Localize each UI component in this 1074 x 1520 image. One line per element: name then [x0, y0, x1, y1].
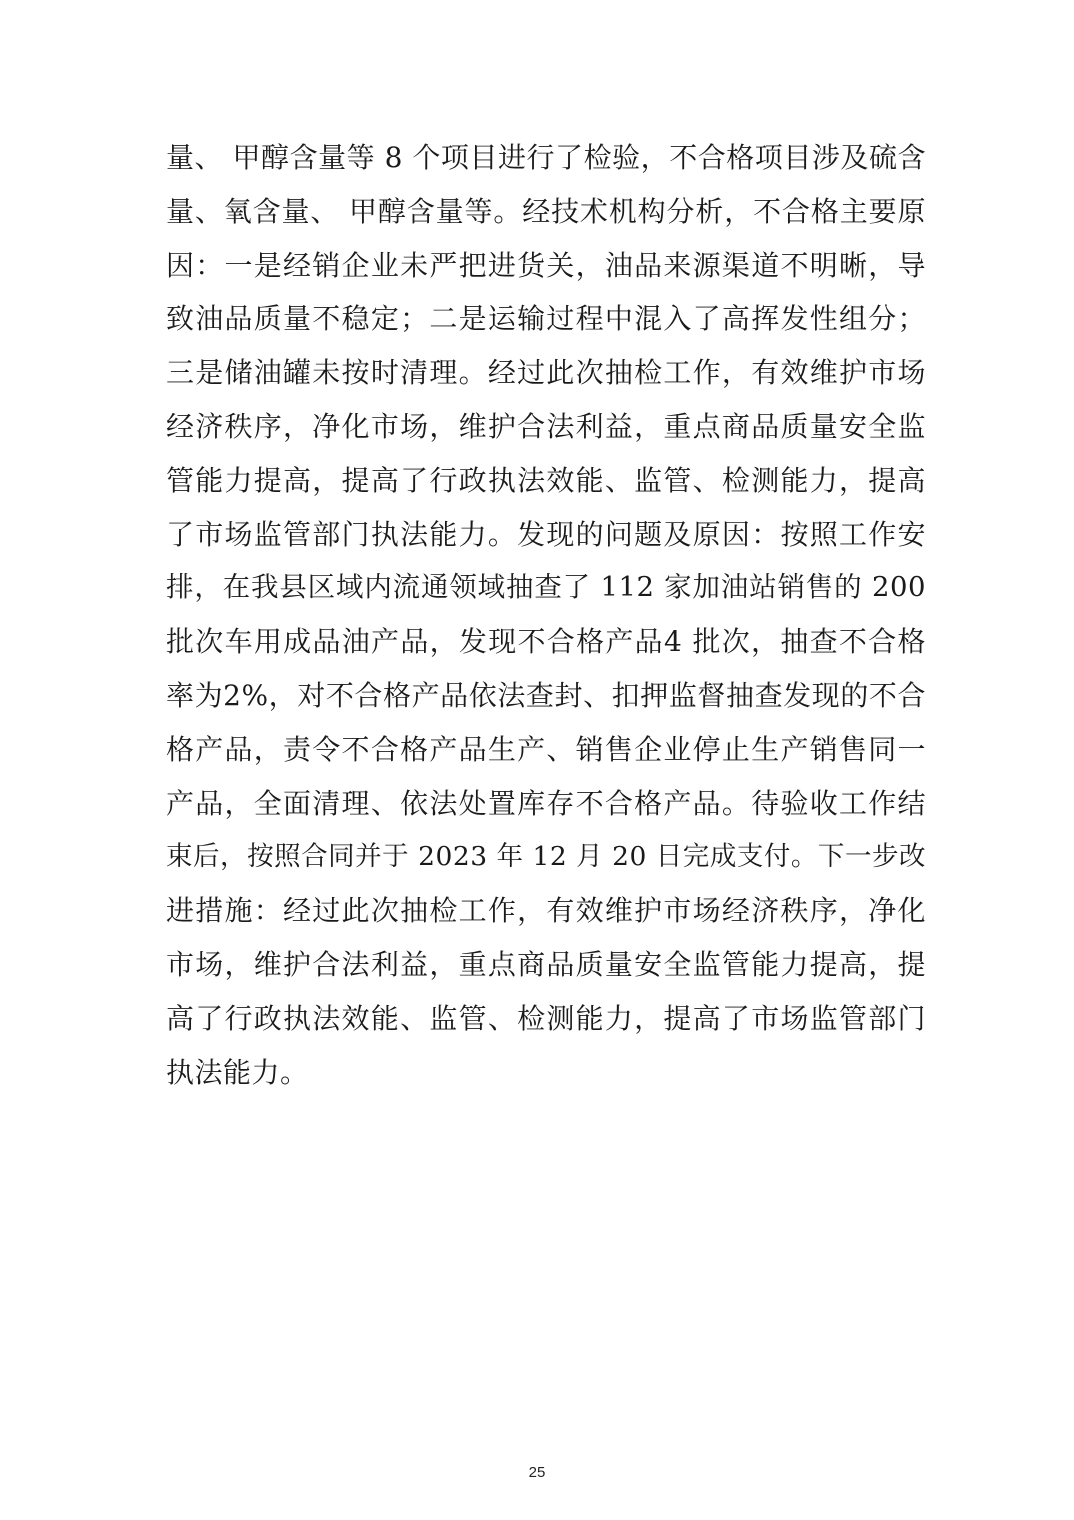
text-line: 致油品质量不稳定；二是运输过程中混入了高挥发性组分；: [166, 302, 926, 336]
text-line-last: 执法能力。: [166, 1055, 309, 1089]
text-line: 管能力提高，提高了行政执法效能、监管、检测能力，提高: [166, 463, 926, 497]
text-line: 产品，全面清理、依法处置库存不合格产品。待验收工作结: [166, 786, 926, 820]
text-line: 因：一是经销企业未严把进货关，油品来源渠道不明晰，导: [166, 248, 926, 282]
text-line: 批次车用成品油产品，发现不合格产品4 批次，抽查不合格: [166, 625, 926, 659]
body-paragraph: [166, 131, 926, 1099]
text-line: 高了行政执法效能、监管、检测能力，提高了市场监管部门: [166, 1001, 926, 1035]
text-line: 进措施：经过此次抽检工作，有效维护市场经济秩序，净化: [166, 894, 926, 928]
text-line: 了市场监管部门执法能力。发现的问题及原因：按照工作安: [166, 517, 926, 551]
text-line: 量、 甲醇含量等 8 个项目进行了检验，不合格项目涉及硫含: [166, 141, 926, 174]
page-number: 25: [528, 1464, 546, 1481]
text-line: 经济秩序，净化市场，维护合法利益，重点商品质量安全监: [166, 409, 926, 443]
text-line: 格产品，责令不合格产品生产、销售企业停止生产销售同一: [166, 732, 926, 766]
text-line: 量、氧含量、 甲醇含量等。经技术机构分析，不合格主要原: [166, 194, 926, 228]
text-line: 束后，按照合同并于 2023 年 12 月 20 日完成支付。下一步改: [166, 841, 926, 873]
text-line: 市场，维护合法利益，重点商品质量安全监管能力提高，提: [166, 947, 926, 981]
text-line: 排，在我县区域内流通领域抽查了 112 家加油站销售的 200: [166, 571, 926, 604]
text-line: 三是储油罐未按时清理。经过此次抽检工作，有效维护市场: [166, 356, 926, 390]
text-line: 率为2%，对不合格产品依法查封、扣押监督抽查发现的不合: [166, 678, 926, 712]
